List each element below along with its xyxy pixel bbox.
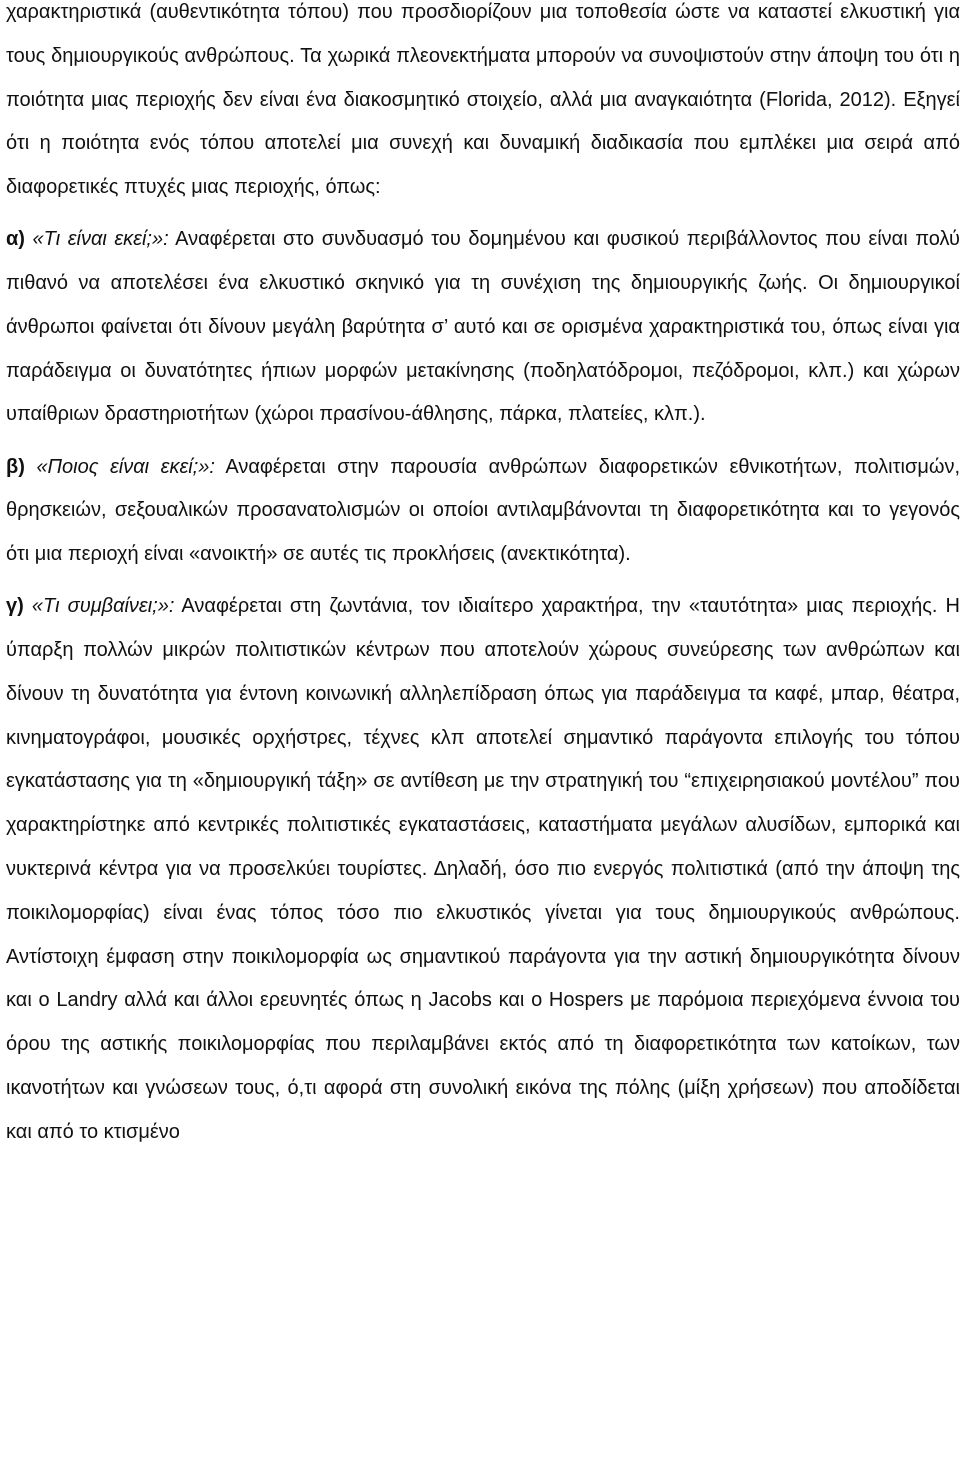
item-question: «Τι είναι εκεί;»: xyxy=(32,228,169,251)
item-marker: β) xyxy=(6,455,25,478)
list-item-a xyxy=(6,218,960,437)
item-marker: α) xyxy=(6,228,25,251)
item-question: «Ποιος είναι εκεί;»: xyxy=(36,455,215,478)
document-page xyxy=(6,0,960,1155)
item-text: Αναφέρεται στο συνδυασμό του δομημένου και φυσικού περιβάλλοντος που είναι πολύ πιθανό να αποτελέσει ένα ελκυστικό σκηνικό για τη συνέχιση της δημιουργικής ζωής. Οι δημιουργικοί άνθρωποι φαίνεται ότι δίνουν μεγάλη βαρύτητα σ’ αυτό και σε ορισμένα χαρακτηριστικά του, όπως είναι για παράδειγμα οι δυνατότητες ήπιων μορφών μετακίνησης (ποδηλατόδρομοι, πεζόδρομοι, κλπ.) και χώρων υπαίθριων δραστηριοτήτων (χώροι πρασίνου-άθλησης, πάρκα, πλατείες, κλπ.). xyxy=(6,228,960,426)
item-question: «Τι συμβαίνει;»: xyxy=(31,595,175,618)
intro-paragraph: χαρακτηριστικά (αυθεντικότητα τόπου) που προσδιορίζουν μια τοποθεσία ώστε να καταστεί ελκυστική για τους δημιουργικούς ανθρώπους. Τα χωρικά πλεονεκτήματα μπορούν να συνοψιστούν στην άποψη του ότι η ποιότητα μιας περιοχής δεν είναι ένα διακοσμητικό στοιχείο, αλλά μια αναγκαιότητα (Florida, 2012). Εξηγεί ότι η ποιότητα ενός τόπου αποτελεί μια συνεχή και δυναμική διαδικασία που εμπλέκει μια σειρά από διαφορετικές πτυχές μιας περιοχής, όπως: xyxy=(6,1,960,199)
list-item-b xyxy=(6,446,960,577)
item-marker: γ) xyxy=(6,595,24,618)
list-item-c xyxy=(6,585,960,1154)
item-text: Αναφέρεται στη ζωντάνια, τον ιδιαίτερο χαρακτήρα, την «ταυτότητα» μιας περιοχής. Η ύπαρξη πολλών μικρών πολιτιστικών κέντρων που αποτελούν χώρους συνεύρεσης των ανθρώπων και δίνουν τη δυνατότητα για έντονη κοινωνική αλληλεπίδραση όπως για παράδειγμα τα καφέ, μπαρ, θέατρα, κινηματογράφοι, μουσικές ορχήστρες, τέχνες κλπ αποτελεί σημαντικό παράγοντα επιλογής του τόπου εγκατάστασης για τη «δημιουργική τάξη» σε αντίθεση με την στρατηγική του “επιχειρησιακού μοντέλου” που χαρακτηρίστηκε από κεντρικές πολιτιστικές εγκαταστάσεις, καταστήματα μεγάλων αλυσίδων, εμπορικά και νυκτερινά κέντρα για να προσελκύει τουρίστες. Δηλαδή, όσο πιο ενεργός πολιτιστικά (από την άποψη της ποικιλομορφίας) είναι ένας τόπος τόσο πιο ελκυστικός γίνεται για τους δημιουργικούς ανθρώπους. Αντίστοιχη έμφαση στην ποικιλομορφία ως σημαντικού παράγοντα για την αστική δημιουργικότητα δίνουν και ο Landry αλλά και άλλοι ερευνητές όπως η Jacobs και ο Hospers με παρόμοια περιεχόμενα έννοια του όρου της αστικής ποικιλομορφίας που περιλαμβάνει εκτός από τη διαφορετικότητα των κατοίκων, των ικανοτήτων και γνώσεων τους, ό,τι αφορά στη συνολική εικόνα της πόλης (μίξη χρήσεων) που αποδίδεται και από το κτισμένο xyxy=(6,595,960,1143)
item-text: Αναφέρεται στην παρουσία ανθρώπων διαφορετικών εθνικοτήτων, πολιτισμών, θρησκειών, σεξουαλικών προσανατολισμών οι οποίοι αντιλαμβάνονται τη διαφορετικότητα και το γεγονός ότι μια περιοχή είναι «ανοικτή» σε αυτές τις προκλήσεις (ανεκτικότητα). xyxy=(6,455,960,566)
